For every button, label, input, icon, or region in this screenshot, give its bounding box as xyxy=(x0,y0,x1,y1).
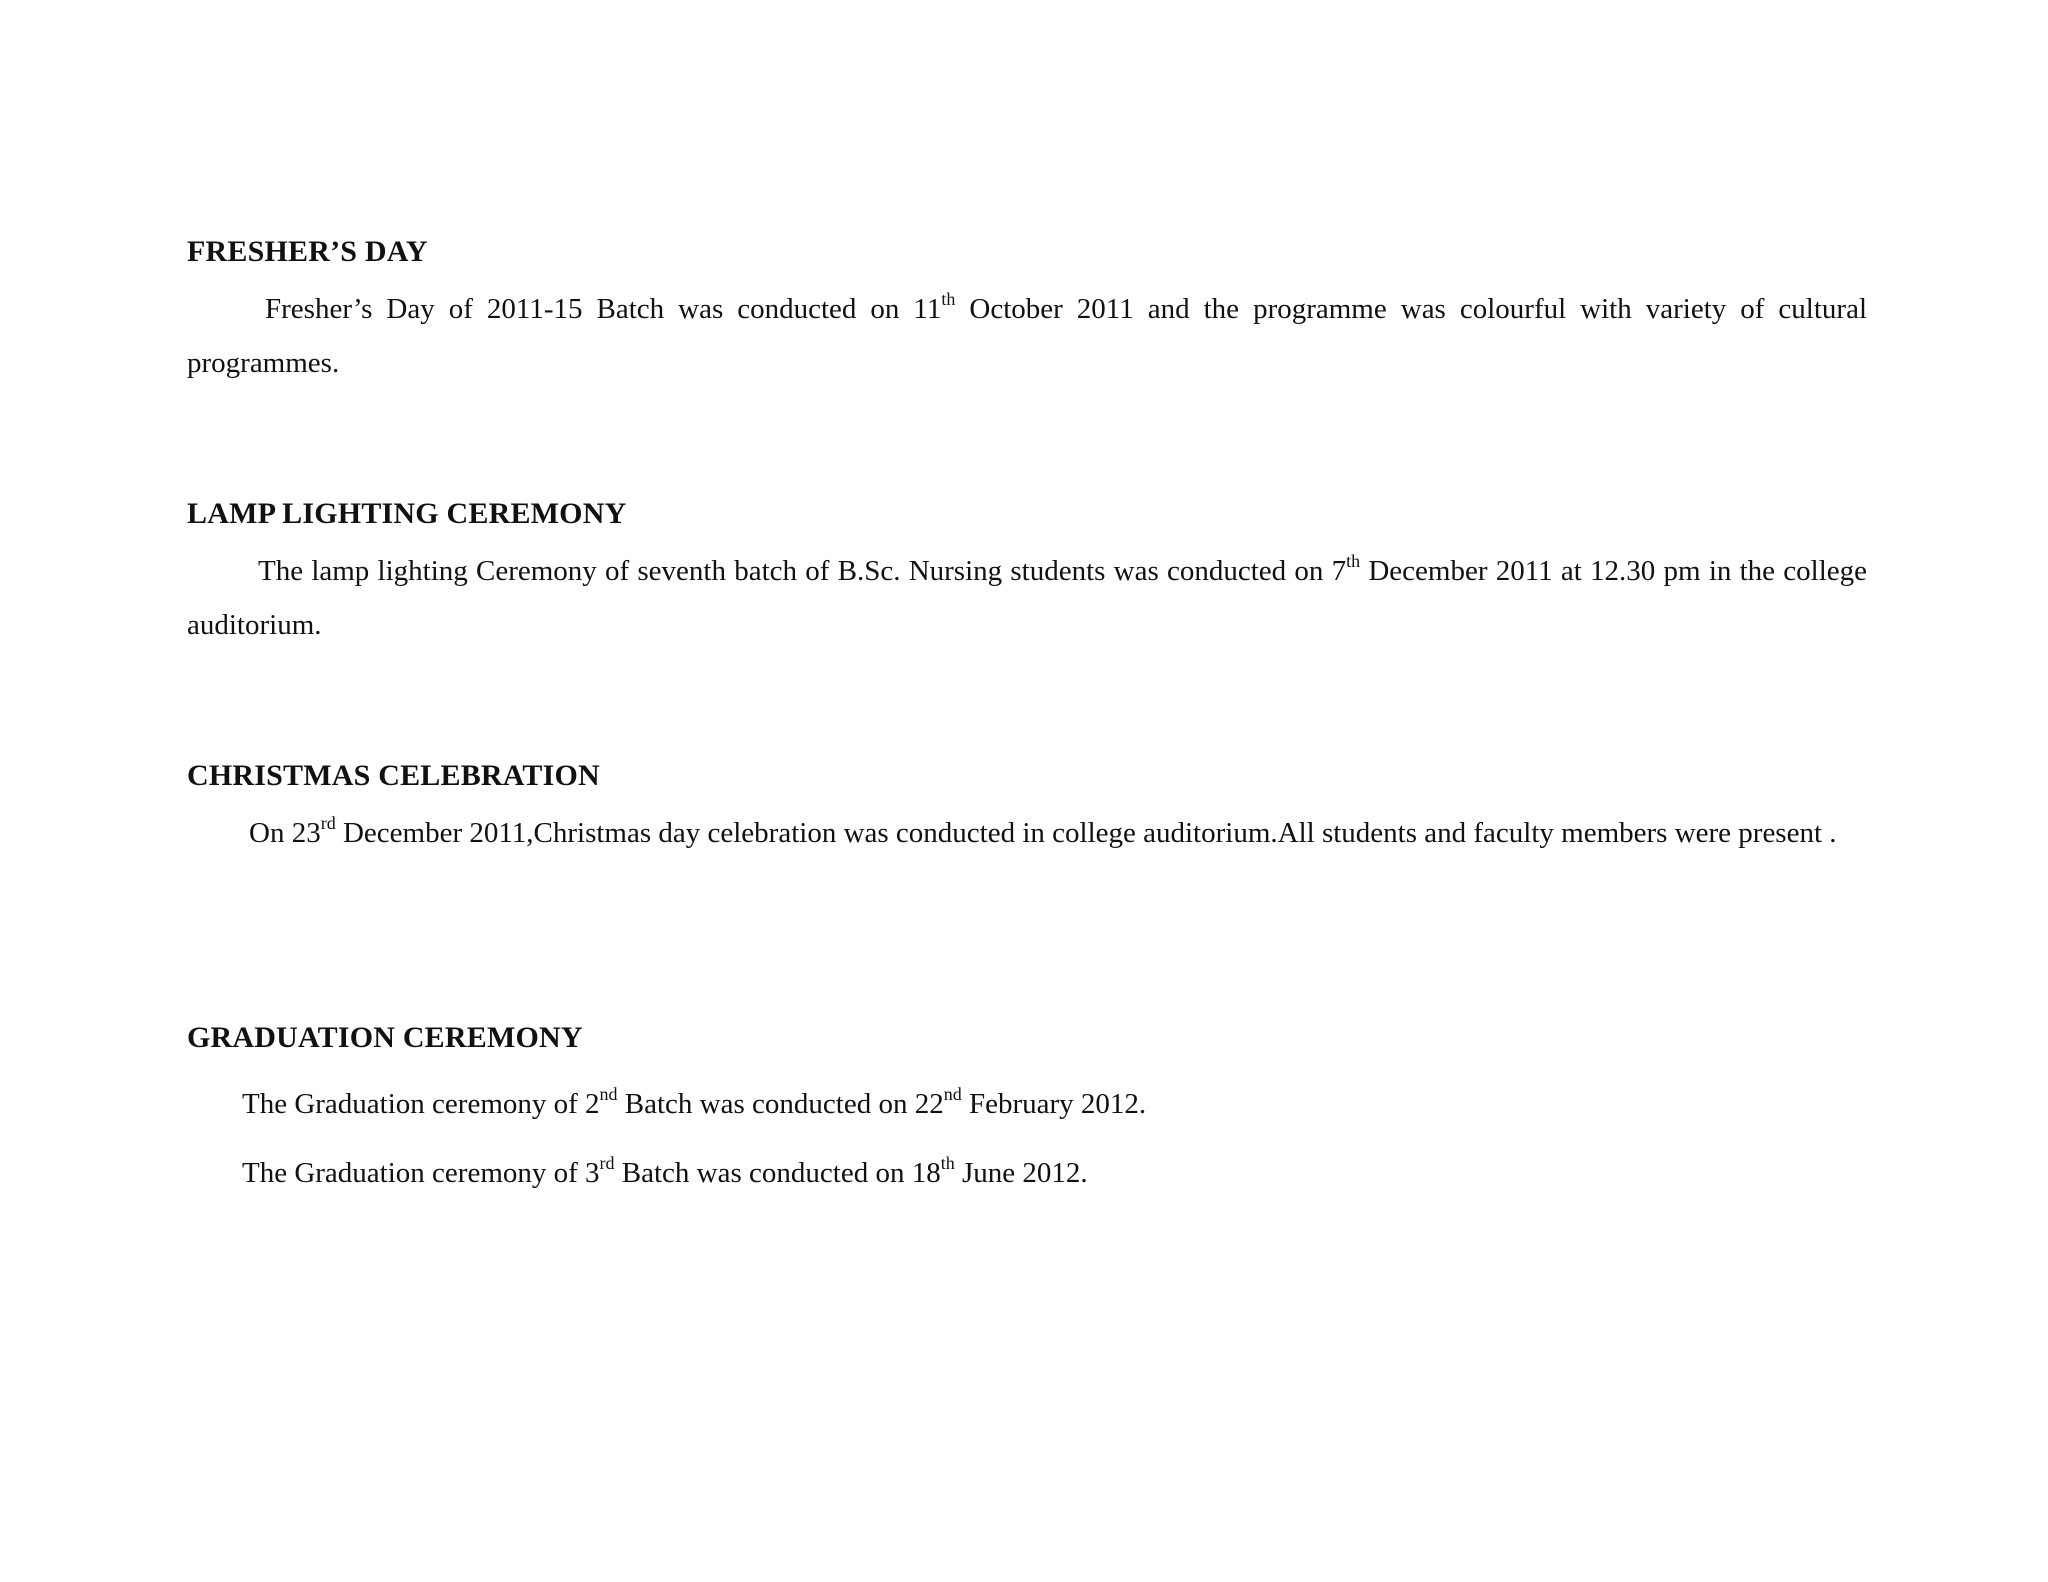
section-paragraph xyxy=(187,282,1867,390)
paragraph-text: October 2011 and the programme was colourful with variety of cultural programmes. xyxy=(187,293,1867,379)
line-text: The Graduation ceremony of 2 xyxy=(242,1088,600,1120)
line-text: Batch was conducted on 18 xyxy=(614,1157,941,1189)
paragraph-text: The lamp lighting Ceremony of seventh batch of B.Sc. Nursing students was conducted on 7 xyxy=(258,555,1347,587)
section-paragraph xyxy=(187,544,1867,652)
line-text: June 2012. xyxy=(954,1157,1088,1189)
section-freshers-day xyxy=(187,234,1867,390)
section-graduation xyxy=(187,1020,1867,1191)
section-paragraph xyxy=(187,806,1867,860)
section-heading: CHRISTMAS CELEBRATION xyxy=(187,759,600,792)
section-christmas xyxy=(187,758,1867,860)
line-text: The Graduation ceremony of 3 xyxy=(242,1157,600,1189)
paragraph-text: Fresher’s Day of 2011-15 Batch was conducted on 11 xyxy=(265,293,942,325)
ordinal-suffix: rd xyxy=(599,1153,615,1174)
section-heading: LAMP LIGHTING CEREMONY xyxy=(187,497,627,530)
line-text: February 2012. xyxy=(961,1088,1147,1120)
ordinal-suffix: th xyxy=(940,1153,955,1174)
line-text: Batch was conducted on 22 xyxy=(617,1088,944,1120)
paragraph-text: On 23 xyxy=(249,817,321,849)
graduation-line xyxy=(187,1155,1867,1191)
section-heading: GRADUATION CEREMONY xyxy=(187,1021,583,1054)
ordinal-suffix: th xyxy=(1346,551,1361,572)
section-heading: FRESHER’S DAY xyxy=(187,235,428,268)
section-lamp-lighting xyxy=(187,496,1867,652)
graduation-line xyxy=(187,1086,1867,1122)
ordinal-suffix: th xyxy=(941,289,956,310)
paragraph-text: December 2011 at 12.30 pm in the college auditorium. xyxy=(187,555,1867,641)
ordinal-suffix: rd xyxy=(320,813,336,834)
ordinal-suffix: nd xyxy=(943,1084,962,1105)
paragraph-text: December 2011,Christmas day celebration was conducted in college auditorium.All students and faculty members were present . xyxy=(335,817,1837,849)
ordinal-suffix: nd xyxy=(599,1084,618,1105)
